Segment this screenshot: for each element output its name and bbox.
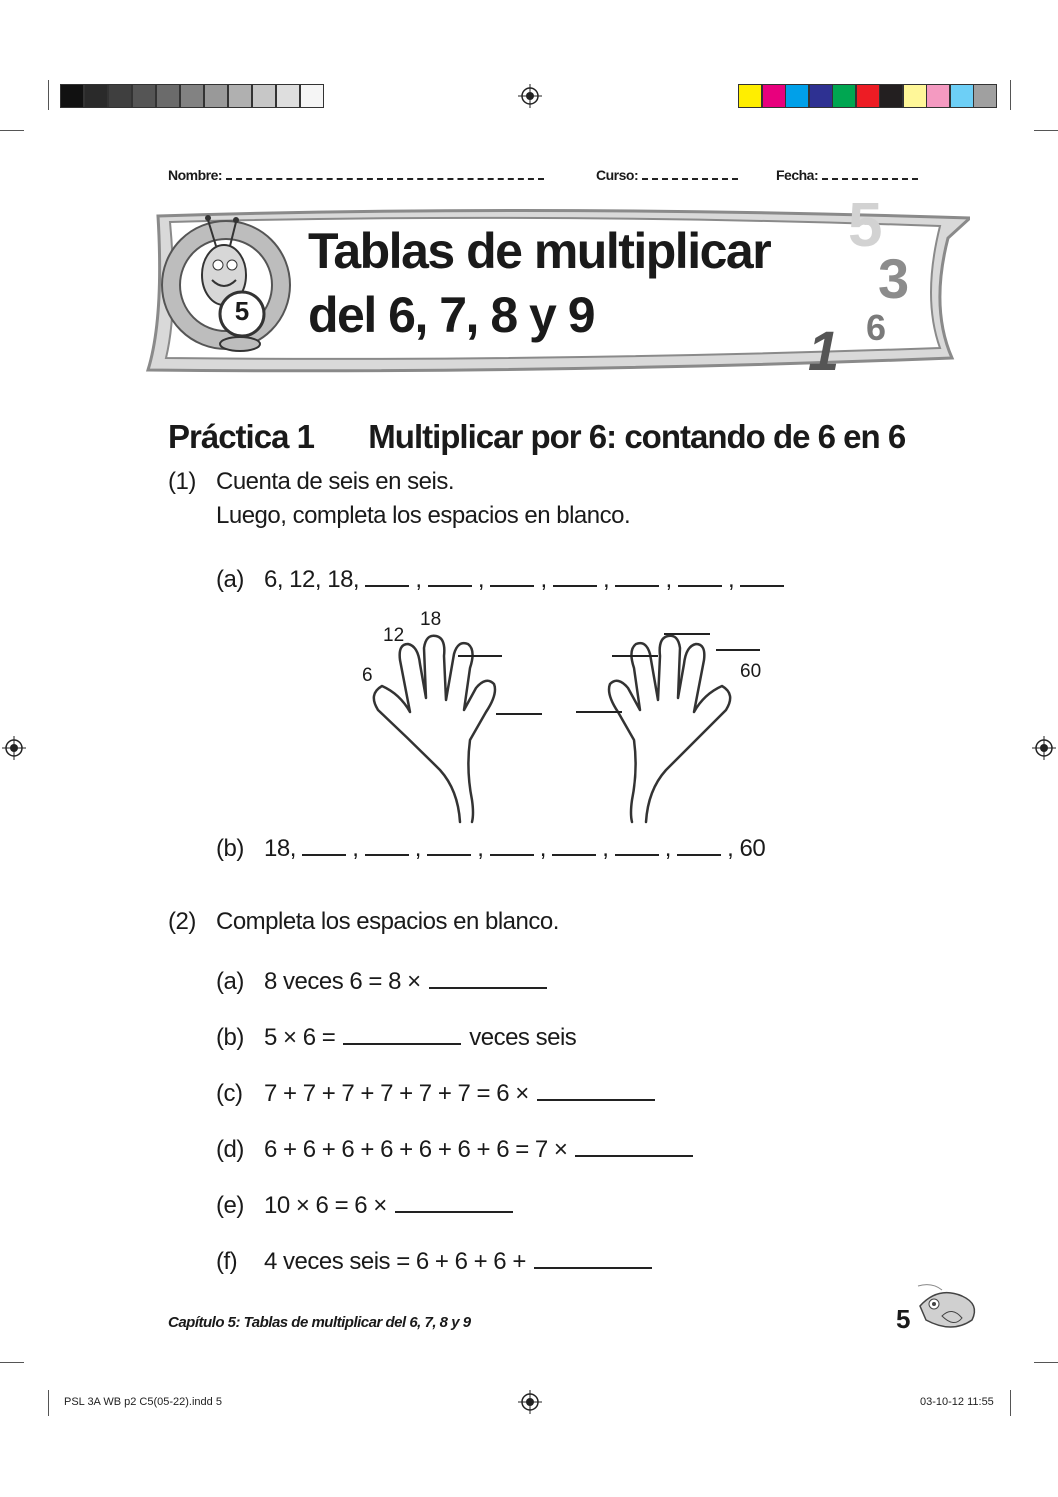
registration-target-icon xyxy=(1032,736,1056,760)
answer-blank[interactable] xyxy=(615,567,659,587)
deco-number: 6 xyxy=(866,307,887,348)
question-2-item xyxy=(264,1192,513,1220)
separator: , xyxy=(658,835,678,862)
separator: , xyxy=(471,566,491,593)
hand-label: 12 xyxy=(383,625,405,646)
color-swatch xyxy=(903,84,927,108)
separator: , xyxy=(721,566,741,593)
question-2-instruction: Completa los espacios en blanco. xyxy=(216,908,559,935)
answer-blank[interactable] xyxy=(552,836,596,856)
answer-blank[interactable] xyxy=(428,567,472,587)
gray-swatch xyxy=(60,84,84,108)
question-1-instruction: Cuenta de seis en seis. xyxy=(216,468,454,495)
fish-mascot-icon xyxy=(912,1276,984,1336)
equation-text: 5 × 6 = xyxy=(264,1024,336,1051)
gray-swatch xyxy=(300,84,324,108)
date-field xyxy=(776,167,918,183)
crop-mark xyxy=(48,80,49,110)
gray-swatch xyxy=(228,84,252,108)
answer-blank[interactable] xyxy=(302,836,346,856)
chapter-badge: 5 xyxy=(234,296,250,326)
color-swatch xyxy=(809,84,833,108)
separator: , xyxy=(409,566,428,593)
chapter-footer: Capítulo 5: Tablas de multiplicar del 6, 7, 8 y 9 xyxy=(168,1314,471,1331)
mascot-icon xyxy=(156,210,296,355)
question-2-item-label: (b) xyxy=(216,1024,244,1051)
course-blank xyxy=(642,168,738,180)
color-swatch xyxy=(738,84,762,108)
practice-label: Práctica 1 xyxy=(168,418,314,455)
color-swatch xyxy=(973,84,997,108)
answer-blank[interactable] xyxy=(365,567,409,587)
page-title-line1: Tablas de multiplicar xyxy=(308,223,771,279)
crop-mark xyxy=(48,1390,49,1416)
separator: , xyxy=(534,566,553,593)
answer-blank[interactable] xyxy=(537,1081,655,1101)
crop-mark xyxy=(0,1362,24,1363)
question-2-item-label: (e) xyxy=(216,1192,244,1219)
question-2-item-label: (d) xyxy=(216,1136,244,1163)
question-2-item xyxy=(264,968,547,996)
sequence-end: , 60 xyxy=(727,835,766,862)
equation-text: 10 × 6 = 6 × xyxy=(264,1192,387,1219)
question-1a-sequence xyxy=(264,566,784,594)
hand-label: 60 xyxy=(740,661,762,682)
registration-target-icon xyxy=(518,1390,542,1414)
answer-blank[interactable] xyxy=(678,567,722,587)
crop-mark xyxy=(1010,80,1011,110)
question-1-number: (1) xyxy=(168,468,196,495)
crop-mark xyxy=(1034,130,1058,131)
gray-swatch xyxy=(108,84,132,108)
equation-text: 7 + 7 + 7 + 7 + 7 + 7 = 6 × xyxy=(264,1080,529,1107)
separator: , xyxy=(346,835,365,862)
answer-blank[interactable] xyxy=(615,836,659,856)
print-date: 03-10-12 11:55 xyxy=(920,1396,994,1408)
page-number: 5 xyxy=(896,1304,911,1334)
deco-number: 1 xyxy=(808,319,840,382)
page-title-line2: del 6, 7, 8 y 9 xyxy=(308,287,595,343)
equation-text: 4 veces seis = 6 + 6 + 6 + xyxy=(264,1248,526,1275)
color-swatch xyxy=(879,84,903,108)
name-label: Nombre: xyxy=(168,167,223,183)
gray-swatch xyxy=(204,84,228,108)
name-blank xyxy=(226,168,544,180)
color-swatch xyxy=(832,84,856,108)
question-2-item xyxy=(264,1248,652,1276)
answer-blank[interactable] xyxy=(427,836,471,856)
answer-blank[interactable] xyxy=(343,1025,461,1045)
answer-blank[interactable] xyxy=(677,836,721,856)
question-2-item xyxy=(264,1136,693,1164)
course-label: Curso: xyxy=(596,167,639,183)
crop-mark xyxy=(0,130,24,131)
answer-blank[interactable] xyxy=(575,1137,693,1157)
hand-label: 6 xyxy=(362,665,373,686)
answer-blank[interactable] xyxy=(534,1249,652,1269)
deco-number: 5 xyxy=(848,198,883,260)
sequence-start: 6, 12, 18, xyxy=(264,566,360,593)
question-1-instruction-2: Luego, completa los espacios en blanco. xyxy=(216,502,631,529)
separator: , xyxy=(659,566,678,593)
answer-blank[interactable] xyxy=(395,1193,513,1213)
answer-blank[interactable] xyxy=(553,567,597,587)
separator: , xyxy=(596,566,616,593)
answer-blank[interactable] xyxy=(490,836,534,856)
gray-swatch xyxy=(132,84,156,108)
gray-swatch xyxy=(252,84,276,108)
practice-heading xyxy=(168,418,905,456)
course-field xyxy=(596,167,738,183)
question-2-item-label: (f) xyxy=(216,1248,238,1275)
hands-illustration xyxy=(360,630,760,830)
question-2-item-label: (c) xyxy=(216,1080,243,1107)
gray-swatch xyxy=(156,84,180,108)
separator: , xyxy=(471,835,490,862)
separator: , xyxy=(596,835,615,862)
crop-mark xyxy=(1034,1362,1058,1363)
question-2-number: (2) xyxy=(168,908,196,935)
question-1b-sequence xyxy=(264,835,765,863)
hand-label: 18 xyxy=(420,609,442,630)
deco-number: 3 xyxy=(878,247,910,310)
color-swatch xyxy=(762,84,786,108)
gray-swatch xyxy=(276,84,300,108)
practice-title: Multiplicar por 6: contando de 6 en 6 xyxy=(368,418,906,455)
name-field xyxy=(168,167,544,183)
separator: , xyxy=(408,835,428,862)
question-1a-label: (a) xyxy=(216,566,244,593)
gray-swatch xyxy=(84,84,108,108)
question-2-item xyxy=(264,1024,576,1052)
sequence-start: 18, xyxy=(264,835,296,862)
question-1b-label: (b) xyxy=(216,835,244,862)
color-swatch xyxy=(785,84,809,108)
crop-mark xyxy=(1010,1390,1011,1416)
equation-text: 8 veces 6 = 8 × xyxy=(264,968,421,995)
gray-swatch xyxy=(180,84,204,108)
color-swatch xyxy=(856,84,880,108)
answer-blank[interactable] xyxy=(429,969,547,989)
date-blank xyxy=(822,168,918,180)
equation-text: 6 + 6 + 6 + 6 + 6 + 6 + 6 = 7 × xyxy=(264,1136,568,1163)
answer-blank[interactable] xyxy=(490,567,534,587)
question-2-item xyxy=(264,1080,655,1108)
equation-suffix: veces seis xyxy=(469,1024,577,1051)
answer-blank[interactable] xyxy=(740,567,784,587)
registration-target-icon xyxy=(518,84,542,108)
separator: , xyxy=(533,835,553,862)
color-swatch xyxy=(926,84,950,108)
date-label: Fecha: xyxy=(776,167,819,183)
registration-target-icon xyxy=(2,736,26,760)
color-swatch xyxy=(950,84,974,108)
question-2-item-label: (a) xyxy=(216,968,244,995)
answer-blank[interactable] xyxy=(365,836,409,856)
file-info: PSL 3A WB p2 C5(05-22).indd 5 xyxy=(64,1396,222,1408)
